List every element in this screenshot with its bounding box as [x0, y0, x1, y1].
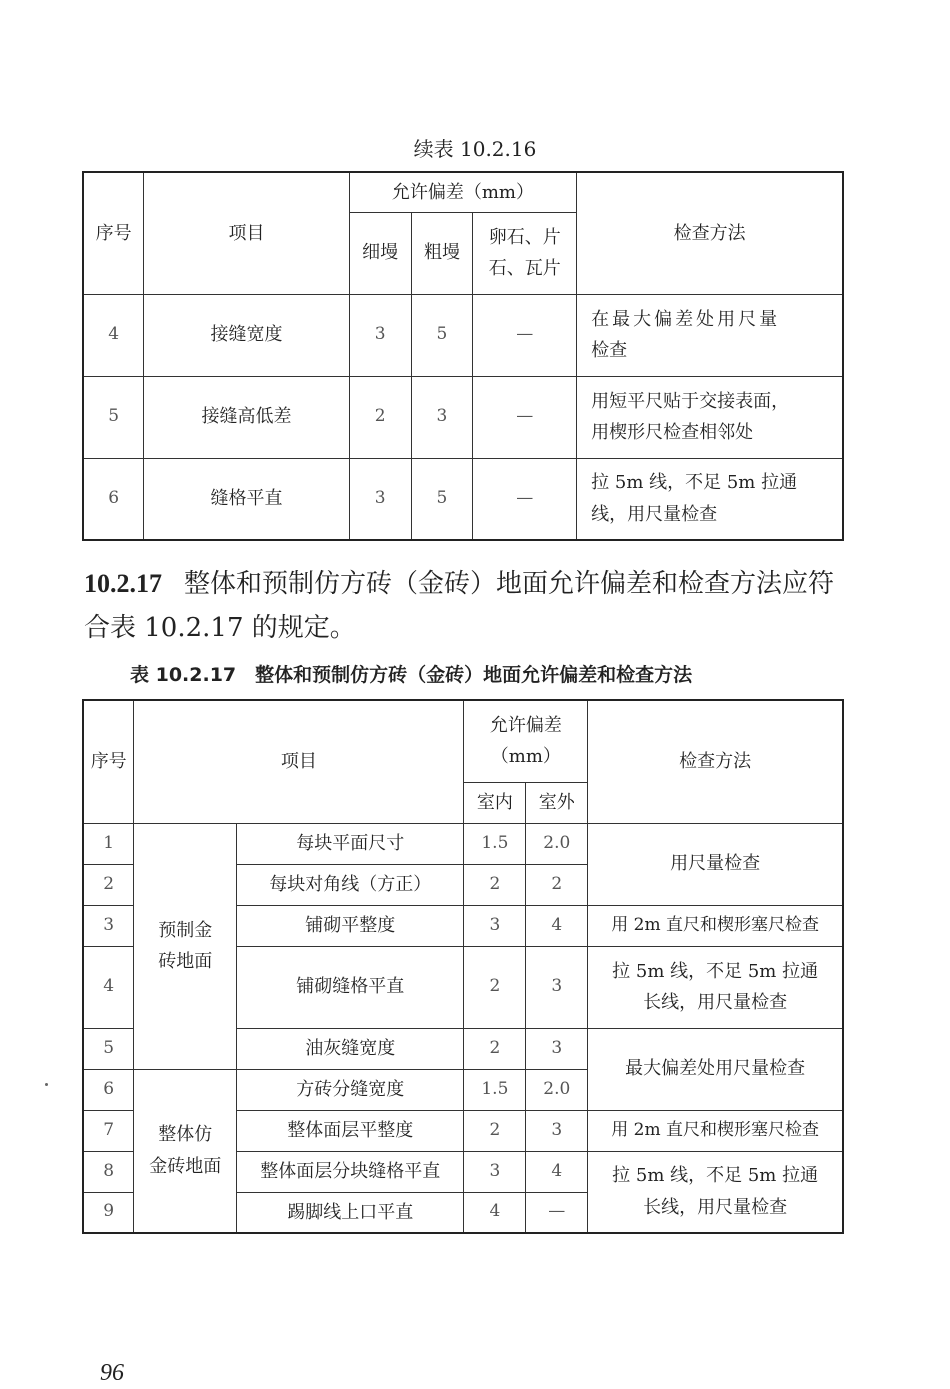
- t1-row-c: —: [473, 294, 577, 376]
- t1-row-c: —: [473, 376, 577, 458]
- t2-row-in: 1.5: [464, 1069, 526, 1110]
- t2-row-in: 4: [464, 1192, 526, 1233]
- t1-row-method: [577, 376, 843, 458]
- t1-row-a: 3: [349, 294, 411, 376]
- t2-row-item: 油灰缝宽度: [237, 1028, 464, 1069]
- t2-group-precast: [134, 823, 237, 1069]
- t1-row-method-line1: 在最大偏差处用尺量: [591, 308, 781, 330]
- t2-row-in: 3: [464, 905, 526, 946]
- t1-header-col-c: [473, 212, 577, 294]
- scan-speck: [45, 1083, 48, 1086]
- t2-method-m7: 用 2m 直尺和楔形塞尺检查: [588, 1110, 843, 1151]
- t1-row-no: 6: [83, 458, 144, 540]
- t2-group-integral: [134, 1069, 237, 1233]
- section-text: 整体和预制仿方砖（金砖）地面允许偏差和检查方法应符合表 10.2.17 的规定。: [84, 569, 835, 643]
- t1-header-item: 项目: [144, 172, 349, 294]
- t2-row-out: 4: [526, 1151, 588, 1192]
- t2-group-precast-line1: 预制金: [158, 919, 213, 941]
- t2-row-no: 4: [83, 946, 134, 1028]
- t2-row-no: 5: [83, 1028, 134, 1069]
- t2-row-no: 6: [83, 1069, 134, 1110]
- t1-row-item: 接缝高低差: [144, 376, 349, 458]
- t1-row-c: —: [473, 458, 577, 540]
- t2-method-m3: 用 2m 直尺和楔形塞尺检查: [588, 905, 843, 946]
- t1-row-no: 4: [83, 294, 144, 376]
- table-row: [83, 458, 843, 540]
- table1: [82, 171, 844, 541]
- t1-row-b: 5: [411, 294, 473, 376]
- t2-header-tol-line2: （mm）: [490, 746, 561, 768]
- table2-caption: 表 10.2.17 整体和预制仿方砖（金砖）地面允许偏差和检查方法: [130, 664, 693, 686]
- t2-row-out: 3: [526, 1028, 588, 1069]
- t2-row-out: 2.0: [526, 823, 588, 864]
- t2-method-m4-line2: 长线，用尺量检查: [643, 992, 788, 1013]
- t2-row-in: 2: [464, 864, 526, 905]
- table-row: [83, 376, 843, 458]
- t1-header-col-a: 细墁: [349, 212, 411, 294]
- t1-row-item: 接缝宽度: [144, 294, 349, 376]
- t1-row-no: 5: [83, 376, 144, 458]
- t2-header-method: 检查方法: [588, 700, 843, 823]
- t1-row-method-line1: 用短平尺贴于交接表面，: [591, 390, 790, 412]
- t2-row-item: 每块平面尺寸: [237, 823, 464, 864]
- t2-row-item: 整体面层分块缝格平直: [237, 1151, 464, 1192]
- t2-row-item: 整体面层平整度: [237, 1110, 464, 1151]
- t2-row-in: 2: [464, 946, 526, 1028]
- t2-method-m4-line1: 拉 5m 线，不足 5m 拉通: [612, 960, 819, 982]
- t1-header-col-c-line1: 卵石、片: [488, 226, 561, 248]
- t2-header-indoor: 室内: [464, 782, 526, 823]
- table1-caption: 续表 10.2.16: [413, 137, 537, 161]
- t2-header-tol-line1: 允许偏差: [489, 714, 562, 736]
- table-row: [83, 823, 843, 864]
- t2-row-in: 2: [464, 1110, 526, 1151]
- t2-method-m89: [588, 1151, 843, 1233]
- t2-row-no: 7: [83, 1110, 134, 1151]
- section-number: 10.2.17: [84, 569, 162, 598]
- t2-group-precast-line2: 砖地面: [158, 951, 213, 972]
- t2-row-out: 3: [526, 946, 588, 1028]
- t1-header-method: 检查方法: [577, 172, 843, 294]
- t2-row-in: 2: [464, 1028, 526, 1069]
- t1-row-method: [577, 294, 843, 376]
- t2-method-m4: [588, 946, 843, 1028]
- t2-header-seq: 序号: [83, 700, 134, 823]
- t1-header-tolerance: 允许偏差（mm）: [349, 172, 576, 212]
- t2-row-item: 铺砌缝格平直: [237, 946, 464, 1028]
- t1-row-a: 2: [349, 376, 411, 458]
- t2-row-in: 3: [464, 1151, 526, 1192]
- t2-row-in: 1.5: [464, 823, 526, 864]
- t2-row-out: 2.0: [526, 1069, 588, 1110]
- t2-method-m89-line1: 拉 5m 线，不足 5m 拉通: [612, 1165, 819, 1187]
- table2: [82, 699, 844, 1234]
- section-paragraph: [84, 562, 854, 650]
- t2-row-item: 踢脚线上口平直: [237, 1192, 464, 1233]
- t2-row-out: 2: [526, 864, 588, 905]
- t1-row-method-line2: 用楔形尺检查相邻处: [591, 422, 754, 443]
- t1-header-seq: 序号: [83, 172, 144, 294]
- t1-row-method-line1: 拉 5m 线，不足 5m 拉通: [591, 472, 798, 494]
- t2-header-item: 项目: [134, 700, 464, 823]
- t2-row-out: —: [526, 1192, 588, 1233]
- t1-header-col-c-line2: 石、瓦片: [488, 258, 561, 279]
- t2-row-no: 2: [83, 864, 134, 905]
- t2-method-m12: 用尺量检查: [588, 823, 843, 905]
- t1-row-a: 3: [349, 458, 411, 540]
- t1-row-b: 5: [411, 458, 473, 540]
- t1-row-item: 缝格平直: [144, 458, 349, 540]
- t2-row-item: 铺砌平整度: [237, 905, 464, 946]
- t2-row-out: 4: [526, 905, 588, 946]
- t2-row-item: 每块对角线（方正）: [237, 864, 464, 905]
- t1-row-method-line2: 检查: [591, 340, 628, 361]
- t2-method-m56: 最大偏差处用尺量检查: [588, 1028, 843, 1110]
- t2-group-integral-line1: 整体仿: [158, 1124, 213, 1146]
- t2-row-no: 1: [83, 823, 134, 864]
- t2-row-no: 9: [83, 1192, 134, 1233]
- table-row: [83, 294, 843, 376]
- t1-header-col-b: 粗墁: [411, 212, 473, 294]
- t2-row-no: 8: [83, 1151, 134, 1192]
- t1-row-method: [577, 458, 843, 540]
- page-number: 96: [100, 1360, 124, 1386]
- t2-row-out: 3: [526, 1110, 588, 1151]
- t2-row-no: 3: [83, 905, 134, 946]
- t2-header-tolerance: [464, 700, 588, 782]
- t2-header-outdoor: 室外: [526, 782, 588, 823]
- t2-row-item: 方砖分缝宽度: [237, 1069, 464, 1110]
- t2-group-integral-line2: 金砖地面: [149, 1155, 222, 1177]
- t1-row-b: 3: [411, 376, 473, 458]
- t2-method-m89-line2: 长线，用尺量检查: [643, 1196, 788, 1218]
- t1-row-method-line2: 线，用尺量检查: [591, 503, 718, 525]
